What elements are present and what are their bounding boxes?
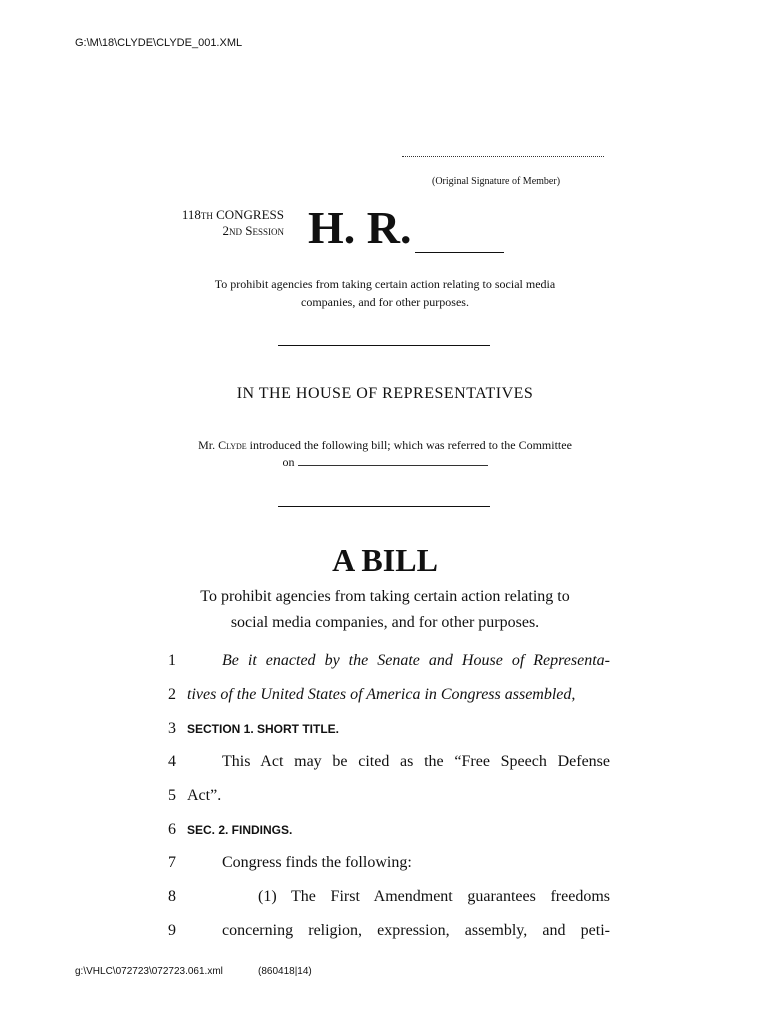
footer-path: g:\VHLC\072723\072723.061.xml (75, 966, 223, 977)
line-number: 6 (168, 821, 176, 838)
short-purpose (160, 275, 610, 311)
bill-purpose-line-2: social media companies, and for other purposes. (230, 614, 540, 631)
enacting-clause-line-1: Be it enacted by the Senate and House of Representa- (222, 652, 610, 669)
line-number: 8 (168, 888, 176, 905)
bill-number-blank (415, 252, 504, 253)
divider-1 (278, 345, 490, 346)
member-name: Clyde (218, 438, 247, 452)
finding-1-line-1: (1) The First Amendment guarantees freedoms (258, 888, 610, 905)
bill-purpose-line-1: To prohibit agencies from taking certain action relating to (200, 588, 570, 605)
line-number: 3 (168, 720, 176, 737)
committee-blank (298, 454, 488, 466)
line-number: 9 (168, 922, 176, 939)
line-number: 1 (168, 652, 176, 669)
line-number: 2 (168, 686, 176, 703)
signature-line (402, 156, 604, 157)
section-2-heading: SEC. 2. FINDINGS. (187, 823, 293, 837)
congress-number: 118th CONGRESS (181, 207, 284, 222)
intro-prefix: Mr. (198, 438, 219, 452)
line-number: 7 (168, 854, 176, 871)
file-path: G:\M\18\CLYDE\CLYDE_001.XML (75, 37, 243, 49)
line-number: 4 (168, 753, 176, 770)
enacting-clause-line-2: tives of the United States of America in Congress assembled, (187, 686, 576, 703)
congress-session (160, 207, 284, 239)
signature-caption: (Original Signature of Member) (432, 176, 561, 187)
house-heading: IN THE HOUSE OF REPRESENTATIVES (236, 385, 534, 402)
finding-1-line-2: concerning religion, expression, assembly, and peti- (222, 922, 610, 939)
findings-intro: Congress finds the following: (222, 854, 412, 871)
bill-purpose (160, 584, 610, 636)
short-title-line-1: This Act may be cited as the “Free Speech Defense (222, 753, 610, 770)
introduction (160, 437, 610, 471)
short-purpose-line-2: companies, and for other purposes. (301, 295, 469, 309)
intro-on: on (282, 455, 295, 469)
short-title-line-2: Act”. (187, 787, 222, 804)
divider-2 (278, 506, 490, 507)
footer-code: (860418|14) (258, 966, 312, 977)
short-purpose-line-1: To prohibit agencies from taking certain action relating to social media (214, 277, 556, 291)
bill-heading: A BILL (332, 542, 438, 578)
session: 2nd Session (222, 223, 284, 238)
section-1-heading: SECTION 1. SHORT TITLE. (187, 722, 340, 736)
intro-text: introduced the following bill; which was referred to the Committee (246, 438, 572, 452)
line-number: 5 (168, 787, 176, 804)
bill-number: H. R. (308, 202, 412, 253)
